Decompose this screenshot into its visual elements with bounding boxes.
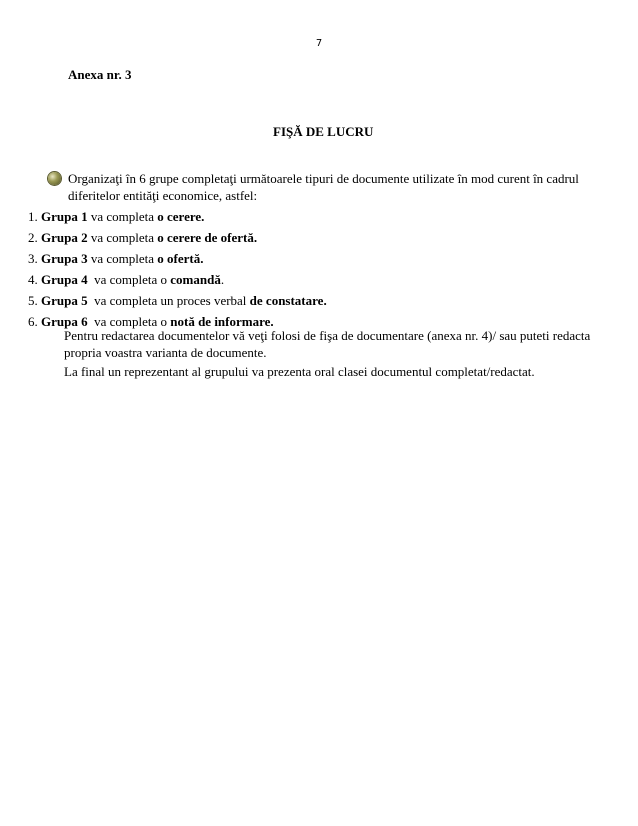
list-text: va completa un proces verbal [87,293,250,308]
group-name: Grupa 5 [41,293,88,308]
paragraph-presentation [28,363,608,380]
list-text: va completa [87,209,158,224]
paragraph-documentation [28,327,608,361]
list-text: va completa [87,230,158,245]
list-item-group-3 [28,248,327,269]
list-number: 2. [28,230,41,245]
list-number: 6. [28,314,41,329]
group-name: Grupa 1 [41,209,88,224]
document-title: FIŞĂ DE LUCRU [273,124,374,139]
list-item-group-5 [28,290,327,311]
sphere-bullet-icon [48,172,61,185]
group-name: Grupa 2 [41,230,88,245]
document-type: comandă [170,272,221,287]
instruction-bullet [48,170,608,204]
group-name: Grupa 3 [41,251,88,266]
list-number: 3. [28,251,41,266]
group-list [28,206,327,332]
list-text: va completa o [87,314,171,329]
list-text: va completa o [87,272,171,287]
list-number: 5. [28,293,41,308]
paragraph-text: La final un reprezentant al grupului va prezenta oral clasei documentul completat/redactat. [64,364,535,379]
document-type: o ofertă. [157,251,204,266]
group-name: Grupa 4 [41,272,88,287]
list-item-group-1 [28,206,327,227]
annex-label: Anexa nr. 3 [68,67,132,82]
list-item-group-4 [28,269,327,290]
list-item-group-2 [28,227,327,248]
document-type: de constatare. [249,293,327,308]
list-text-tail: . [220,272,225,287]
group-name: Grupa 6 [41,314,88,329]
document-type: o cerere. [157,209,205,224]
list-number: 4. [28,272,41,287]
instruction-text: Organizaţi în 6 grupe completaţi următoarele tipuri de documente utilizate în mod curent în cadrul diferitelor entităţi economice, astfel: [68,171,579,203]
document-type: o cerere de ofertă. [157,230,258,245]
paragraph-text: Pentru redactarea documentelor vă veţi folosi de fişa de documentare (anexa nr. 4)/ sau puteti redacta propria voastra varianta de documente. [64,328,591,360]
document-type: notă de informare. [170,314,274,329]
list-number: 1. [28,209,41,224]
page-number: 7 [315,38,323,49]
list-text: va completa [87,251,158,266]
